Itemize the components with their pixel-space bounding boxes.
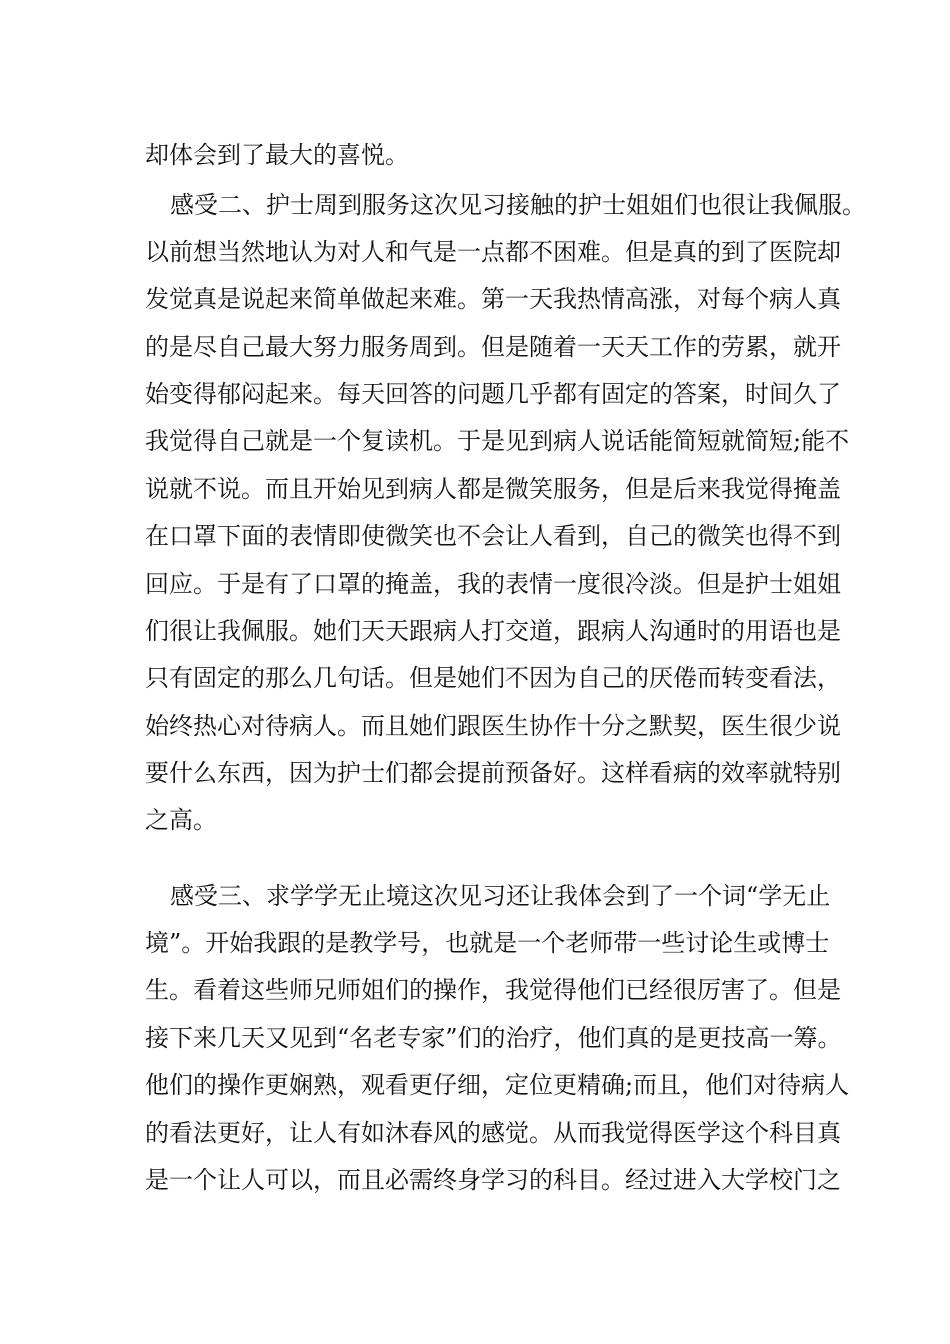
text-line: 的看法更好，让人有如沐春风的感觉。从而我觉得医学这个科目真	[145, 1119, 841, 1147]
text-line: 只有固定的那么几句话。但是她们不因为自己的厌倦而转变看法，	[145, 664, 841, 692]
text-line: 生。看着这些师兄师姐们的操作，我觉得他们已经很厉害了。但是	[145, 976, 841, 1004]
text-line: 境”。开始我跟的是教学号，也就是一个老师带一些讨论生或博士	[145, 929, 830, 957]
text-line: 始变得郁闷起来。每天回答的问题几乎都有固定的答案，时间久了	[145, 380, 841, 408]
text-line: 以前想当然地认为对人和气是一点都不困难。但是真的到了医院却	[145, 238, 841, 266]
text-line: 回应。于是有了口罩的掩盖，我的表情一度很冷淡。但是护士姐姐	[145, 570, 841, 598]
paragraph-start-line: 感受三、求学学无止境这次见习还让我体会到了一个词“学无止	[170, 882, 831, 910]
text-line: 他们的操作更娴熟，观看更仔细，定位更精确;而且，他们对待病人	[145, 1071, 850, 1099]
text-line: 们很让我佩服。她们天天跟病人打交道，跟病人沟通时的用语也是	[145, 617, 841, 645]
paragraph-start-line: 感受二、护士周到服务这次见习接触的护士姐姐们也很让我佩服。	[170, 191, 866, 219]
text-line: 却体会到了最大的喜悦。	[145, 141, 409, 169]
text-line: 说就不说。而且开始见到病人都是微笑服务，但是后来我觉得掩盖	[145, 475, 841, 503]
text-line: 接下来几天又见到“名老专家”们的治疗，他们真的是更技高一筹。	[145, 1024, 842, 1052]
text-line: 要什么东西，因为护士们都会提前预备好。这样看病的效率就特别	[145, 759, 841, 787]
text-line: 发觉真是说起来简单做起来难。第一天我热情高涨，对每个病人真	[145, 285, 841, 313]
text-line: 始终热心对待病人。而且她们跟医生协作十分之默契，医生很少说	[145, 712, 841, 740]
text-line: 在口罩下面的表情即使微笑也不会让人看到，自己的微笑也得不到	[145, 522, 841, 550]
text-line: 是一个让人可以，而且必需终身学习的科目。经过进入大学校门之	[145, 1166, 841, 1194]
text-line: 之高。	[145, 806, 217, 834]
text-line: 的是尽自己最大努力服务周到。但是随着一天天工作的劳累，就开	[145, 333, 841, 361]
text-line: 我觉得自己就是一个复读机。于是见到病人说话能简短就简短;能不	[145, 427, 850, 455]
